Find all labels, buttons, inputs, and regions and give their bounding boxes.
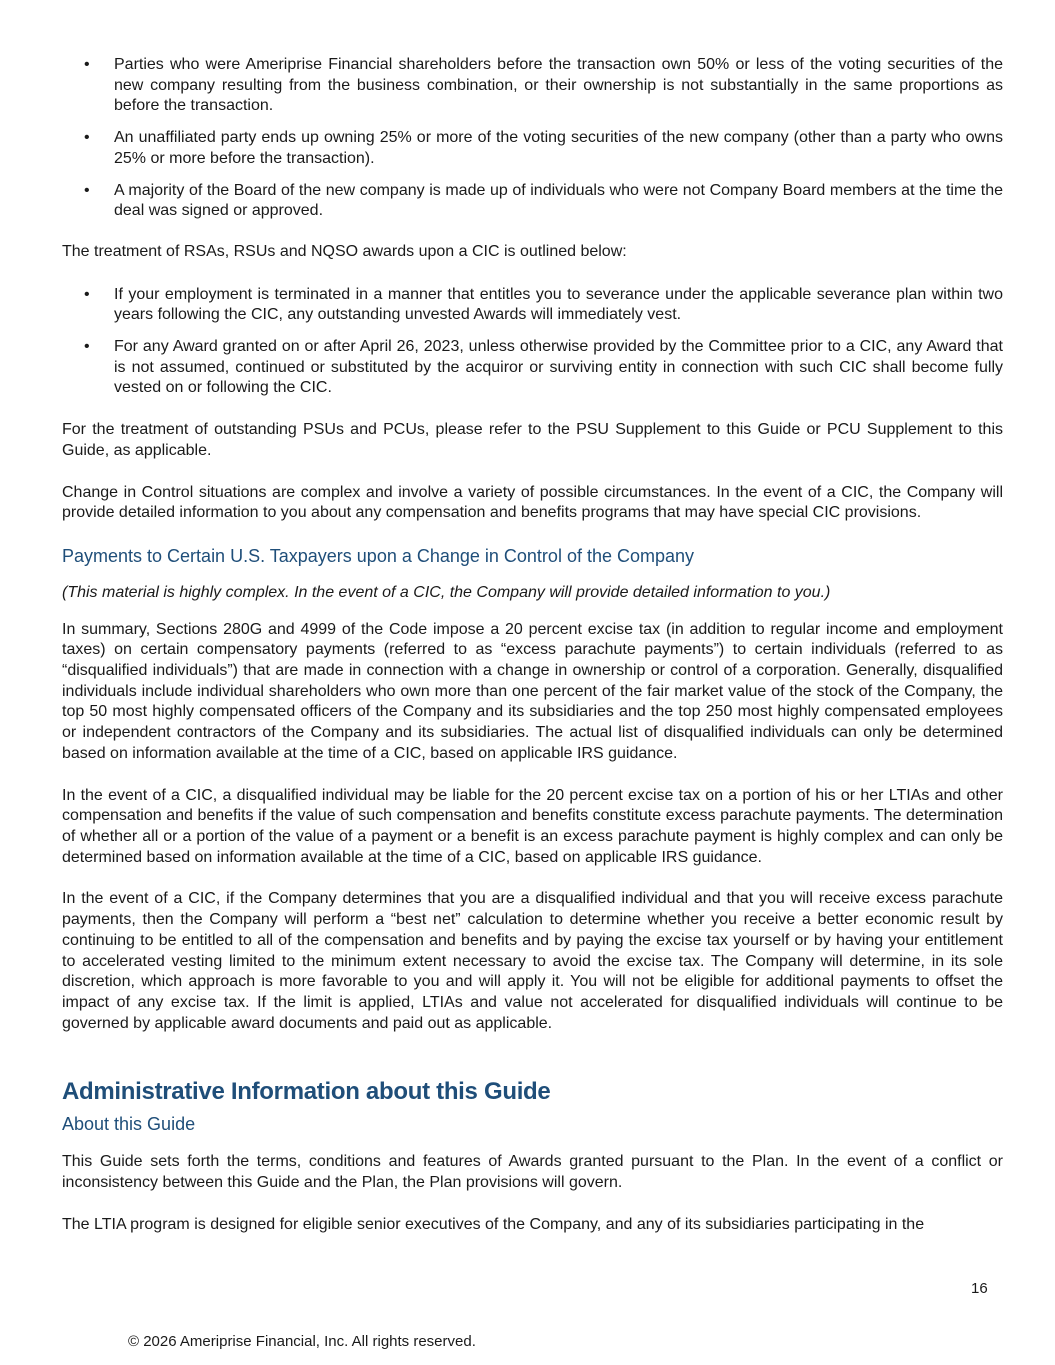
list-item: • For any Award granted on or after April 26, 2023, unless otherwise provided by the Committee prior to a CIC, any Award that is not assumed, continued or substituted by the acquiror or surviving entity in connection with such CIC shall become fully vested on or following the CIC.	[84, 338, 1003, 397]
cic-definition-list	[62, 55, 1003, 222]
list-item: • An unaffiliated party ends up owning 25% or more of the voting securities of the new company (other than a party who owns 25% or more before the transaction).	[84, 129, 1003, 167]
list-item: • If your employment is terminated in a manner that entitles you to severance under the applicable severance plan within two years following the CIC, any outstanding unvested Awards will immediately vest.	[84, 285, 1003, 324]
italic-note: (This material is highly complex. In the event of a CIC, the Company will provide detailed information to you.)	[62, 583, 831, 601]
best-net-paragraph: In the event of a CIC, if the Company determines that you are a disqualified individual and that you will receive excess parachute payments, then the Company will perform a “best net” calculation to determine whether you receive a better economic result by continuing to be entitled to all of the compensation and benefits and by paying the excise tax yourself or by having your entitlement to accelerated vesting limited to the minimum extent necessary to avoid the excise tax. The Company will determine, in its sole discretion, which approach is more favorable to you and will apply it. You will not be eligible for additional payments to offset the impact of any excise tax. If the limit is applied, LTIAs and value not accelerated for disqualified individuals will continue to be governed by applicable award documents and paid out as applicable.	[62, 890, 1003, 1032]
page-number: 16	[971, 1280, 988, 1297]
psu-paragraph: For the treatment of outstanding PSUs and PCUs, please refer to the PSU Supplement to this Guide or PCU Supplement to this Guide, as applicable.	[62, 421, 1003, 459]
document-page	[62, 55, 1003, 1235]
liability-paragraph: In the event of a CIC, a disqualified individual may be liable for the 20 percent excise tax on a portion of his or her LTIAs and other compensation and benefits if the value of such compensation and benefits constitute excess parachute payments. The determination of whether all or a portion of the value of a payment or a benefit is an excess parachute payment is highly complex and can only be determined based on information available at the time of a CIC, based on applicable IRS guidance.	[62, 786, 1003, 866]
section-heading-admin: Administrative Information about this Guide	[62, 1078, 551, 1106]
treatment-intro: The treatment of RSAs, RSUs and NQSO awards upon a CIC is outlined below:	[62, 242, 627, 260]
copyright-footer: © 2026 Ameriprise Financial, Inc. All rights reserved.	[128, 1333, 476, 1350]
ltia-paragraph: The LTIA program is designed for eligible senior executives of the Company, and any of its subsidiaries participating in the	[62, 1215, 925, 1233]
about-paragraph: This Guide sets forth the terms, conditions and features of Awards granted pursuant to the Plan. In the event of a conflict or inconsistency between this Guide and the Plan, the Plan provisions will govern.	[62, 1153, 1003, 1192]
subheading-about: About this Guide	[62, 1114, 196, 1135]
list-item: • A majority of the Board of the new company is made up of individuals who were not Company Board members at the time the deal was signed or approved.	[84, 181, 1003, 220]
treatment-list	[62, 285, 1003, 400]
list-item: • Parties who were Ameriprise Financial shareholders before the transaction own 50% or less of the voting securities of the new company resulting from the business combination, or their ownership is not substantially in the same proportions as before the transaction.	[84, 56, 1003, 115]
section-heading-payments: Payments to Certain U.S. Taxpayers upon a Change in Control of the Company	[62, 545, 695, 566]
summary-paragraph: In summary, Sections 280G and 4999 of the Code impose a 20 percent excise tax (in addition to regular income and employment taxes) on certain compensatory payments (referred to as “excess parachute payments”) to certain individuals (referred to as “disqualified individuals”) that are made in connection with a change in ownership or control of a corporation. Generally, disqualified individuals include individual shareholders who own more than one percent of the fair market value of the stock of the Company, the top 50 most highly compensated officers of the Company and its subsidiaries and the top 250 most highly compensated employees or independent contractors of the Company and its subsidiaries. The actual list of disqualified individuals can only be determined based on information available at the time of a CIC, based on applicable IRS guidance.	[62, 620, 1003, 762]
complex-paragraph: Change in Control situations are complex and involve a variety of possible circumstances. In the event of a CIC, the Company will provide detailed information to you about any compensation and benefits programs that may have special CIC provisions.	[62, 483, 1003, 522]
